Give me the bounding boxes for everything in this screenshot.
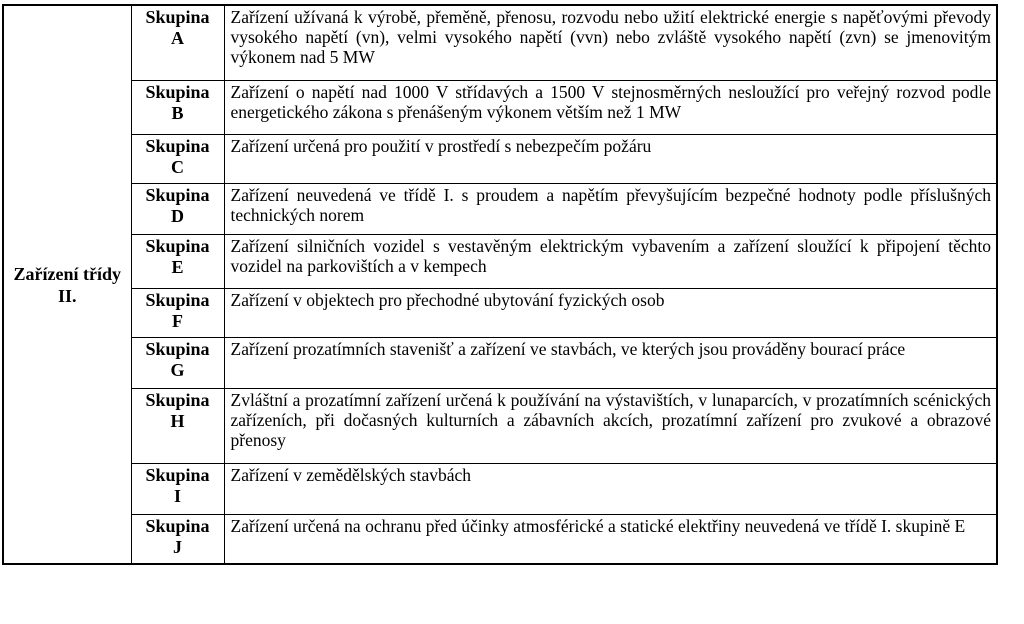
class-label: Zařízení třídy II. <box>13 263 121 306</box>
group-cell-h <box>131 389 224 464</box>
table-row <box>3 389 997 464</box>
description-text: Zařízení silničních vozidel s vestavěným elektrickým vybavením a zařízení sloužící k připojení těchto vozidel na parkovištích a v kempech <box>230 236 991 276</box>
table-row <box>3 5 997 81</box>
description-text: Zařízení v objektech pro přechodné ubytování fyzických osob <box>230 290 665 310</box>
description-text: Zařízení určená pro použití v prostředí s nebezpečím požáru <box>230 136 652 156</box>
description-text: Zařízení prozatímních stavenišť a zařízení ve stavbách, ve kterých jsou prováděny bourací práce <box>230 339 906 359</box>
description-cell-b <box>224 81 997 135</box>
group-cell-g <box>131 338 224 389</box>
equipment-class-table <box>2 4 998 565</box>
group-letter: G <box>170 360 185 380</box>
description-cell-e <box>224 235 997 289</box>
table-row <box>3 289 997 338</box>
description-cell-c <box>224 135 997 184</box>
group-letter: C <box>171 157 184 177</box>
group-letter: F <box>172 311 183 331</box>
table-row <box>3 235 997 289</box>
description-cell-g <box>224 338 997 389</box>
description-text: Zařízení neuvedená ve třídě I. s proudem a napětím převyšujícím bezpečné hodnoty podle příslušných technických norem <box>230 185 991 225</box>
table-row <box>3 184 997 235</box>
group-cell-d <box>131 184 224 235</box>
class-cell <box>3 5 131 564</box>
group-cell-e <box>131 235 224 289</box>
group-word: Skupina <box>145 516 210 536</box>
group-cell-f <box>131 289 224 338</box>
group-letter: E <box>171 257 184 277</box>
table-row <box>3 338 997 389</box>
group-word: Skupina <box>145 136 210 156</box>
description-cell-h <box>224 389 997 464</box>
group-letter: I <box>173 486 181 506</box>
description-cell-f <box>224 289 997 338</box>
group-letter: A <box>171 28 184 48</box>
description-cell-i <box>224 464 997 515</box>
group-cell-j <box>131 515 224 565</box>
group-word: Skupina <box>145 290 210 310</box>
table-row <box>3 515 997 565</box>
group-cell-a <box>131 5 224 81</box>
group-word: Skupina <box>145 339 210 359</box>
group-cell-b <box>131 81 224 135</box>
group-letter: J <box>173 537 182 557</box>
group-word: Skupina <box>145 82 210 102</box>
description-text: Zařízení užívaná k výrobě, přeměně, přenosu, rozvodu nebo užití elektrické energie s napěťovými převody vysokého napětí (vn), velmi vysokého napětí (vvn) nebo zvláště vysokého napětí (zvn) se jmenovitým výkonem nad 5 MW <box>230 7 991 67</box>
group-letter: B <box>171 103 184 123</box>
description-cell-d <box>224 184 997 235</box>
group-cell-i <box>131 464 224 515</box>
table-row <box>3 464 997 515</box>
group-word: Skupina <box>145 185 210 205</box>
group-word: Skupina <box>145 390 210 410</box>
table-row <box>3 135 997 184</box>
group-word: Skupina <box>145 465 210 485</box>
group-word: Skupina <box>145 236 210 256</box>
group-cell-c <box>131 135 224 184</box>
description-cell-j <box>224 515 997 565</box>
group-letter: H <box>170 411 185 431</box>
description-text: Zařízení o napětí nad 1000 V střídavých a 1500 V stejnosměrných nesloužící pro veřejný rozvod podle energetického zákona s přenášeným výkonem větším než 1 MW <box>230 82 991 122</box>
group-letter: D <box>171 206 184 226</box>
table-row <box>3 81 997 135</box>
description-text: Zařízení určená na ochranu před účinky atmosférické a statické elektřiny neuvedená ve třídě I. skupině E <box>230 516 966 536</box>
group-word: Skupina <box>145 7 210 27</box>
description-text: Zařízení v zemědělských stavbách <box>230 465 472 485</box>
description-text: Zvláštní a prozatímní zařízení určená k používání na výstavištích, v lunaparcích, v prozatímních scénických zařízeních, při dočasných kulturních a zábavních akcích, prozatímní zařízení pro zvukové a obrazové přenosy <box>230 390 991 450</box>
description-cell-a <box>224 5 997 81</box>
